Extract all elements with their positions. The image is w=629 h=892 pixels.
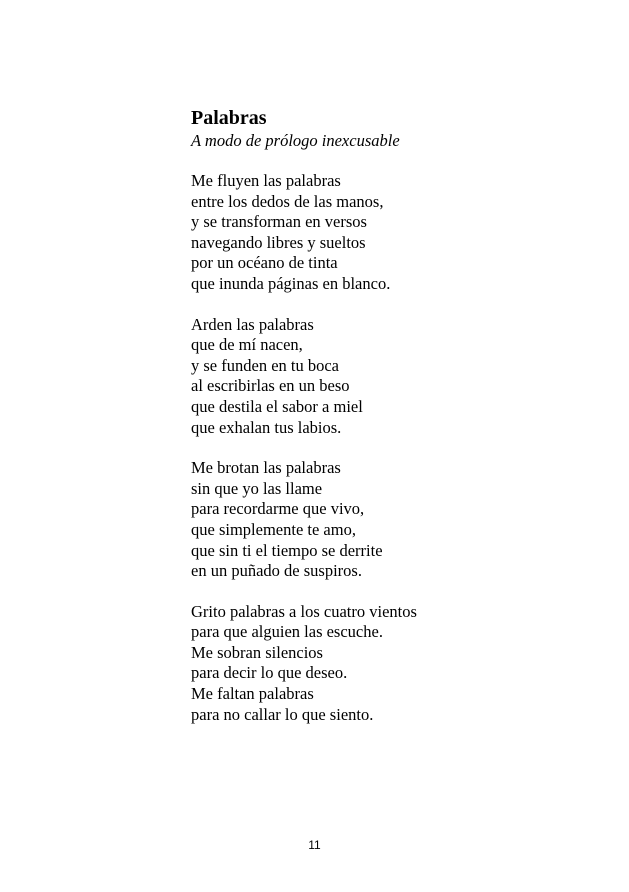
poem-subtitle: A modo de prólogo inexcusable (191, 131, 400, 150)
verse-line: sin que yo las llame (191, 478, 323, 498)
verse-line: Me faltan palabras (191, 684, 314, 704)
verse-line: que exhalan tus labios. (191, 417, 342, 437)
verse-line: navegando libres y sueltos (191, 232, 366, 252)
page-number: 11 (308, 838, 321, 852)
verse-line: y se funden en tu boca (191, 355, 339, 375)
verse-line: Me brotan las palabras (191, 458, 341, 478)
verse-line: que sin ti el tiempo se derrite (191, 540, 383, 560)
verse-line: para no callar lo que siento. (191, 704, 374, 724)
verse-line: en un puñado de suspiros. (191, 561, 362, 581)
verse-line: por un océano de tinta (191, 253, 338, 273)
verse-line: Arden las palabras (191, 314, 314, 334)
verse-line: entre los dedos de las manos, (191, 191, 384, 211)
verse-line: para que alguien las escuche. (191, 622, 383, 642)
verse-line: para recordarme que vivo, (191, 499, 365, 519)
poem (191, 105, 591, 725)
stanza-4 (191, 602, 591, 726)
verse-line: Me sobran silencios (191, 642, 323, 662)
verse-line: al escribirlas en un beso (191, 376, 350, 396)
verse-line: para decir lo que deseo. (191, 663, 348, 683)
stanza-2 (191, 315, 591, 439)
stanza-1 (191, 171, 591, 295)
verse-line: Me fluyen las palabras (191, 171, 341, 190)
stanza-3 (191, 458, 591, 582)
verse-line: que destila el sabor a miel (191, 396, 363, 416)
verse-line: que de mí nacen, (191, 335, 303, 355)
verse-line: y se transforman en versos (191, 212, 367, 232)
verse-line: que simplemente te amo, (191, 519, 356, 539)
verse-line: que inunda páginas en blanco. (191, 273, 391, 293)
poem-title: Palabras (191, 107, 267, 129)
verse-line: Grito palabras a los cuatro vientos (191, 601, 417, 621)
